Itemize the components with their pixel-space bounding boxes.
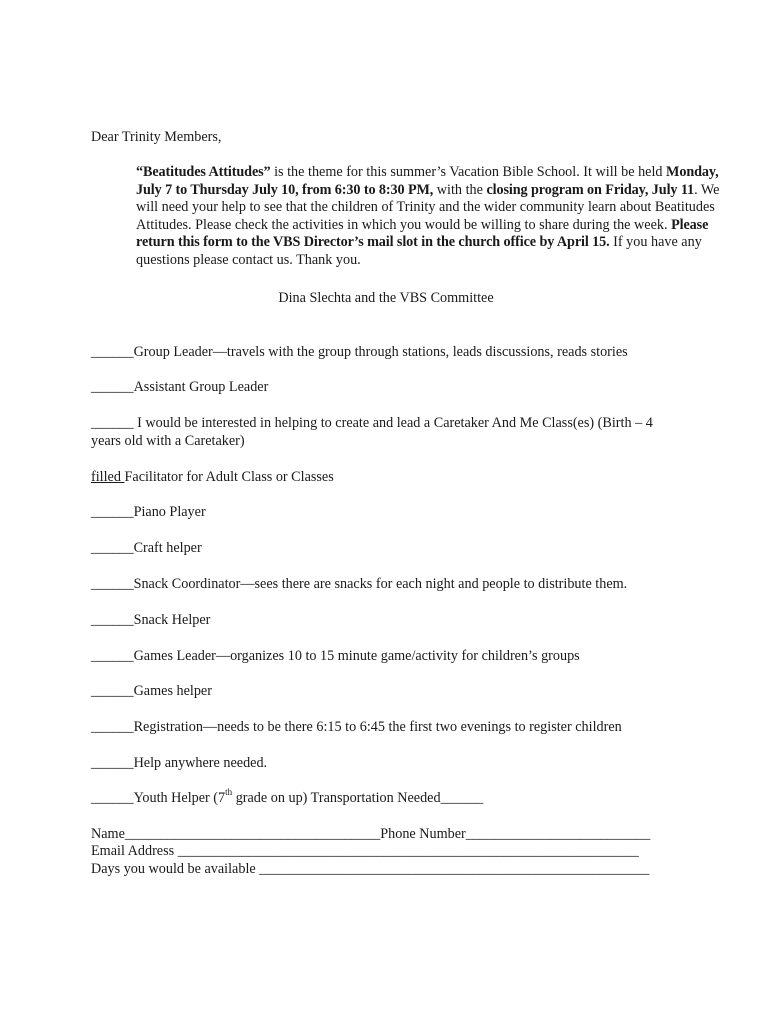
name-phone-row bbox=[91, 826, 681, 844]
intro-text-2: with the bbox=[433, 181, 487, 198]
activity-item-games-helper[interactable] bbox=[91, 683, 681, 701]
activity-item-caretaker-class[interactable] bbox=[91, 415, 681, 450]
event-dates: Monday, July 7 to Thursday July 10, from 6:30 to 8:30 PM, bbox=[136, 164, 719, 198]
name-field[interactable]: ____________________________________ bbox=[124, 826, 381, 842]
activity-label-cont: grade on up) Transportation Needed bbox=[232, 790, 441, 806]
intro-text-1: is the theme for this summer’s Vacation Bible School. It will be held bbox=[270, 164, 667, 180]
signature: Dina Slechta and the VBS Committee bbox=[278, 290, 494, 306]
activity-label: Craft helper bbox=[133, 540, 202, 556]
letter-page bbox=[91, 0, 720, 1024]
phone-label: Phone Number bbox=[380, 826, 466, 842]
activity-label: Youth Helper (7 bbox=[133, 790, 226, 806]
activity-item-assistant-leader[interactable] bbox=[91, 379, 681, 397]
availability-row bbox=[91, 861, 681, 879]
activity-label: Facilitator for Adult Class or Classes bbox=[124, 469, 334, 485]
checkbox-blank[interactable]: ______ bbox=[91, 719, 134, 735]
activity-label: Games Leader—organizes 10 to 15 minute game/activity for children’s groups bbox=[133, 648, 580, 664]
transportation-blank[interactable]: ______ bbox=[440, 790, 484, 806]
activity-label: Registration—needs to be there 6:15 to 6:45 the first two evenings to register children bbox=[133, 719, 622, 735]
activity-item-piano[interactable] bbox=[91, 504, 681, 522]
activity-item-youth-helper[interactable] bbox=[91, 787, 681, 808]
activity-item-adult-facilitator[interactable] bbox=[91, 469, 681, 487]
checkbox-blank[interactable]: ______ bbox=[91, 379, 134, 395]
theme-title: “Beatitudes Attitudes” bbox=[136, 164, 271, 180]
activity-label: Assistant Group Leader bbox=[133, 379, 269, 395]
checkbox-blank[interactable]: ______ bbox=[91, 415, 134, 431]
return-instructions: Please return this form to the VBS Director’s mail slot in the church office by April 15. bbox=[136, 216, 709, 250]
activity-item-snack-coordinator[interactable] bbox=[91, 576, 681, 594]
email-field[interactable]: _________________________________________________________________ bbox=[177, 843, 639, 859]
activity-label: Snack Helper bbox=[133, 612, 211, 628]
checkbox-filled[interactable]: filled bbox=[91, 469, 125, 485]
intro-text-3: . We will need your help to see that the children of Trinity and the wider community learn about Beatitudes Attitudes. Please check the activities in which you would be willing to share during the week. bbox=[136, 181, 720, 233]
checkbox-blank[interactable]: ______ bbox=[91, 504, 134, 520]
closing-program: closing program on Friday, July 11 bbox=[486, 181, 695, 198]
intro-text-4: If you have any questions please contact us. Thank you. bbox=[136, 234, 702, 268]
checkbox-blank[interactable]: ______ bbox=[91, 790, 134, 806]
checkbox-blank[interactable]: ______ bbox=[91, 344, 134, 360]
phone-field[interactable]: __________________________ bbox=[465, 826, 651, 842]
intro-paragraph bbox=[91, 164, 726, 269]
checkbox-blank[interactable]: ______ bbox=[91, 576, 134, 592]
checkbox-blank[interactable]: ______ bbox=[91, 648, 134, 664]
checkbox-blank[interactable]: ______ bbox=[91, 683, 134, 699]
activity-label: Snack Coordinator—sees there are snacks for each night and people to distribute them. bbox=[133, 576, 628, 592]
checkbox-blank[interactable]: ______ bbox=[91, 540, 134, 556]
activity-label: Help anywhere needed. bbox=[133, 755, 268, 771]
checkbox-blank[interactable]: ______ bbox=[91, 612, 134, 628]
activity-item-craft[interactable] bbox=[91, 540, 681, 558]
activity-item-snack-helper[interactable] bbox=[91, 612, 681, 630]
email-row bbox=[91, 843, 681, 861]
activity-label: Group Leader—travels with the group through stations, leads discussions, reads stories bbox=[133, 344, 628, 360]
activity-item-help-anywhere[interactable] bbox=[91, 755, 681, 773]
checkbox-blank[interactable]: ______ bbox=[91, 755, 134, 771]
activity-item-group-leader[interactable] bbox=[91, 344, 681, 362]
name-label: Name bbox=[91, 826, 125, 842]
activity-item-games-leader[interactable] bbox=[91, 648, 681, 666]
activity-item-registration[interactable] bbox=[91, 719, 681, 737]
email-label: Email Address bbox=[91, 843, 178, 859]
activity-label: I would be interested in helping to create and lead a Caretaker And Me Class(es) (Birth – 4 years old with a Caretaker) bbox=[91, 415, 653, 449]
availability-label: Days you would be available bbox=[91, 861, 260, 877]
salutation: Dear Trinity Members, bbox=[91, 129, 222, 145]
activity-label: Piano Player bbox=[133, 504, 206, 520]
availability-field[interactable]: _______________________________________________________ bbox=[259, 861, 650, 877]
activity-label: Games helper bbox=[133, 683, 212, 699]
ordinal-superscript: th bbox=[225, 787, 233, 798]
